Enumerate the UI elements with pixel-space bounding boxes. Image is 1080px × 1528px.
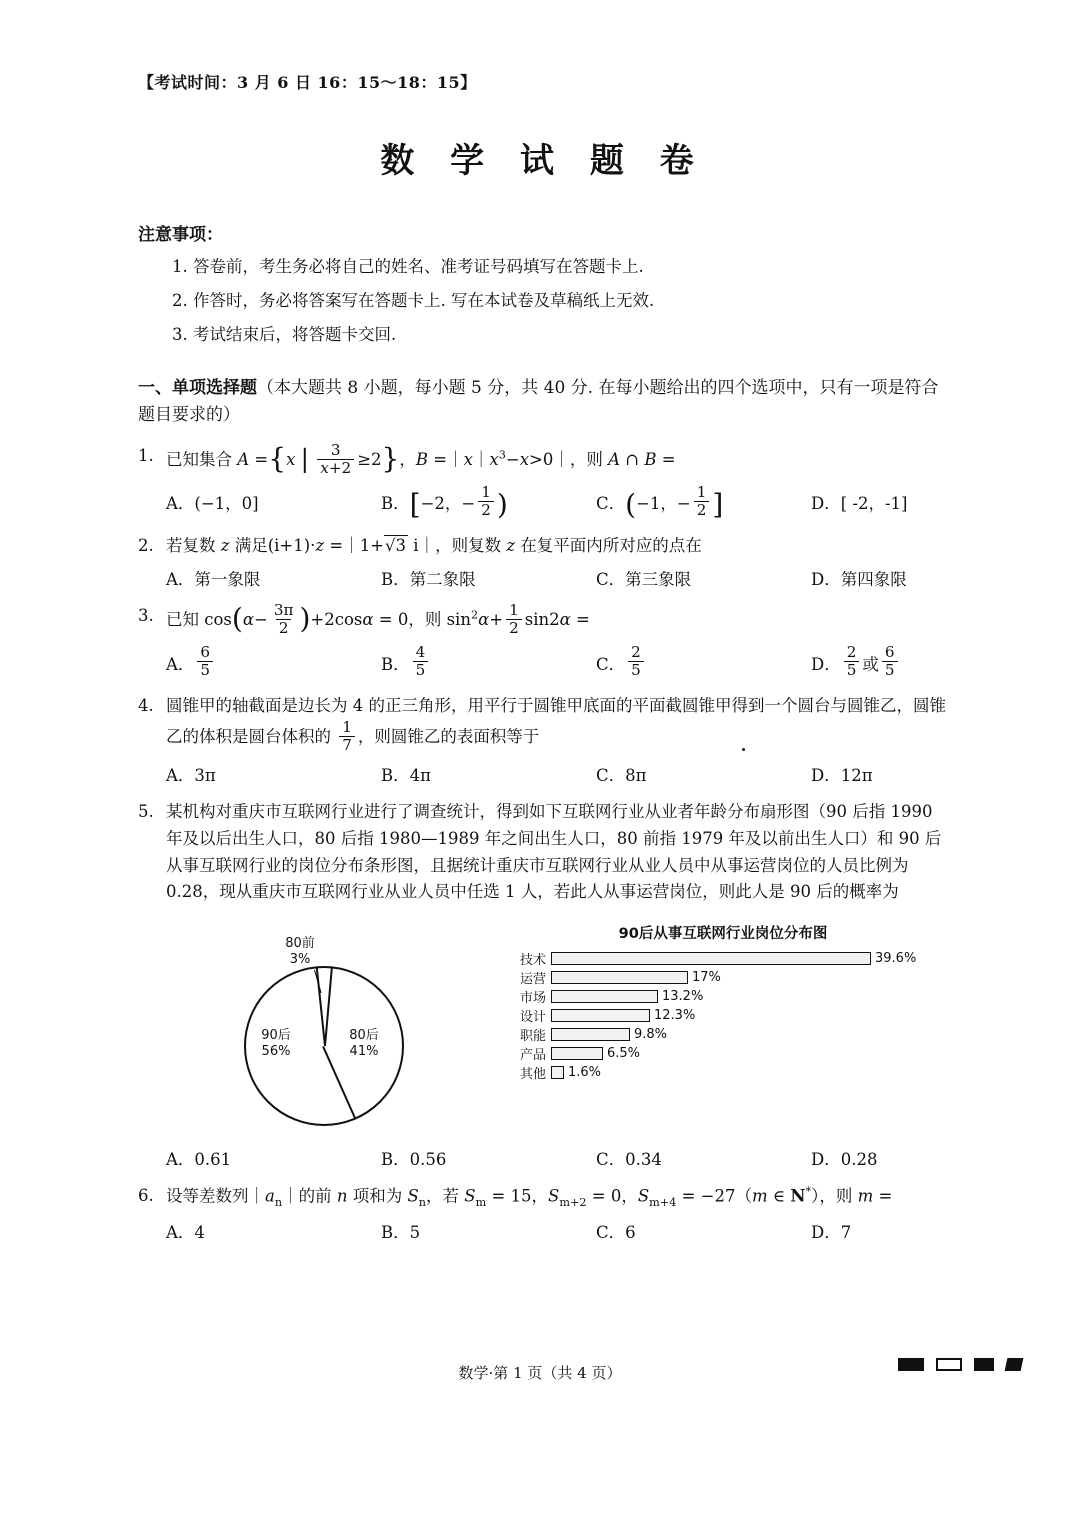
option-c[interactable]: C．第三象限 <box>596 570 692 590</box>
option-c[interactable]: C． $\frac{2}{5}$ <box>596 645 811 680</box>
option-b[interactable]: B． $\frac{4}{5}$ <box>381 645 596 680</box>
scan-mark-hollow <box>936 1358 962 1371</box>
bar-row <box>498 949 948 968</box>
pie-label-80qian: 80前 3% <box>285 935 315 968</box>
option-c[interactable]: C．8π <box>596 766 647 786</box>
option-b[interactable]: B．第二象限 <box>381 570 476 590</box>
question-stem: 若复数 z 满足(i+1)·z =｜1+√3 i｜，则复数 z 在复平面内所对应的点在 <box>166 535 702 555</box>
pie-label-90hou: 90后 56% <box>261 1027 291 1060</box>
section-heading <box>138 375 948 429</box>
question-2 <box>138 533 948 560</box>
bar-value-label: 39.6% <box>875 950 917 966</box>
question-number: 5. <box>138 802 154 822</box>
section-label: 一、单项选择题 <box>138 378 257 399</box>
bar-row <box>498 1063 948 1082</box>
question-stem: 已知集合 A ={x | $\frac{3}{x+2}$ ≥2}，$B =|x|x^3-x>0|$，则 A ∩ B = <box>166 440 676 477</box>
question-2-options <box>166 566 948 590</box>
bar-category-label: 技术 <box>519 952 546 968</box>
notice-item: 3. 考试结束后，将答题卡交回. <box>172 324 397 344</box>
scan-marks <box>898 1358 1022 1371</box>
option-a[interactable]: A．(−1，0] <box>166 494 259 514</box>
bar-category-label: 产品 <box>519 1047 546 1063</box>
option-b[interactable]: B．5 <box>381 1222 421 1242</box>
option-c[interactable]: C．6 <box>596 1222 636 1242</box>
bar-category-label: 市场 <box>519 990 546 1006</box>
scan-mark-solid <box>898 1358 924 1371</box>
bar-chart-job-distribution <box>498 922 948 1082</box>
question-number: 2. <box>138 535 154 555</box>
question-1-options <box>166 482 948 522</box>
option-a[interactable]: A．第一象限 <box>166 570 261 590</box>
stray-mark <box>742 748 745 751</box>
bar-row <box>498 968 948 987</box>
bar-row <box>498 1006 948 1025</box>
question-6 <box>138 1183 948 1212</box>
bar <box>551 971 688 984</box>
bar-value-label: 17% <box>692 969 721 985</box>
option-c[interactable]: C．0.34 <box>596 1149 662 1169</box>
question-stem: 圆锥甲的轴截面是边长为 4 的正三角形，用平行于圆锥甲底面的平面截圆锥甲得到一个圆台与圆锥乙，圆锥乙的体积是圆台体积的 $\frac{1}{7}$ ，则圆锥乙的表面积等于 <box>166 696 946 755</box>
bar-chart-title: 90后从事互联网行业岗位分布图 <box>618 925 828 942</box>
pie-chart-age-distribution <box>228 935 438 1129</box>
bar-row <box>498 1025 948 1044</box>
bar-value-label: 12.3% <box>654 1007 696 1023</box>
question-4 <box>138 693 948 755</box>
option-d[interactable]: D．7 <box>811 1222 852 1242</box>
bar-value-label: 6.5% <box>607 1045 641 1061</box>
question-5-options <box>166 1146 948 1170</box>
question-number: 1. <box>138 445 154 465</box>
notice-item: 2. 作答时，务必将答案写在答题卡上. 写在本试卷及草稿纸上无效. <box>172 290 655 310</box>
bar-value-label: 13.2% <box>662 988 704 1004</box>
question-3-options <box>166 645 948 680</box>
exam-time-line: 【考试时间：3 月 6 日 16：15～18：15】 <box>138 73 477 92</box>
bar-value-label: 9.8% <box>634 1026 668 1042</box>
bar <box>551 1047 603 1060</box>
option-b[interactable]: B． [ −2，− $\frac{1}{2}$ ) <box>381 482 508 522</box>
question-6-options <box>166 1219 948 1243</box>
question-stem: 已知 cos(α− $\frac{3\pi}{2}$ )+2cosα = 0，则 $\sin^2\alpha+$ $\frac{1}{2}$ sin2α = <box>166 601 590 638</box>
option-a[interactable]: A．3π <box>166 766 216 786</box>
bar <box>551 1066 564 1079</box>
bar-row <box>498 1044 948 1063</box>
option-b[interactable]: B．4π <box>381 766 431 786</box>
option-d[interactable]: D．第四象限 <box>811 570 907 590</box>
bar <box>551 1009 650 1022</box>
notice-item: 1. 答卷前，考生务必将自己的姓名、准考证号码填写在答题卡上. <box>172 257 644 276</box>
bar-category-label: 运营 <box>519 971 546 987</box>
question-stem: 某机构对重庆市互联网行业进行了调查统计，得到如下互联网行业从业者年龄分布扇形图（90 后指 1990 年及以后出生人口，80 后指 1980—1989 年之间出生人口，80 前指 1979 年及以前出生人口）和 90 后从事互联网行业的岗位分布条形图，且据统计重庆市互联网行业从业人员中从事运营岗位的人员比例为 0.28，现从重庆市互联网行业从业人员中任选 1 人，若此人从事运营岗位，则此人是 90 后的概率为 <box>166 802 942 902</box>
question-number: 3. <box>138 606 154 626</box>
question-stem: 设等差数列$|a_n|$的前 n 项和为 $S_n$，若 $S_m = 15$，$S_{m+2} = 0$，$S_{m+4} = -27(m$ ∈ N*），则 m = <box>166 1184 893 1209</box>
bar <box>551 990 658 1003</box>
bar-category-label: 职能 <box>519 1028 546 1044</box>
option-a[interactable]: A．4 <box>166 1222 205 1242</box>
option-d[interactable]: D． $\frac{2}{5}$ 或 $\frac{6}{5}$ <box>811 645 901 680</box>
scan-mark-skew <box>1005 1358 1024 1371</box>
option-d[interactable]: D．12π <box>811 766 873 786</box>
option-a[interactable]: A． $\frac{6}{5}$ <box>166 645 381 680</box>
section-description: （本大题共 8 小题，每小题 5 分，共 40 分. 在每小题给出的四个选项中，只有一项是符合题目要求的） <box>138 378 939 426</box>
bar <box>551 1028 630 1041</box>
notice-heading: 注意事项： <box>138 225 223 245</box>
question-number: 6. <box>138 1185 154 1205</box>
question-3 <box>138 603 948 638</box>
option-d[interactable]: D．[ -2，-1] <box>811 494 908 514</box>
option-b[interactable]: B．0.56 <box>381 1149 447 1169</box>
option-c[interactable]: C． ( −1，− $\frac{1}{2}$ ] <box>596 482 724 522</box>
option-a[interactable]: A．0.61 <box>166 1149 232 1169</box>
question-1 <box>138 440 948 478</box>
bar-row <box>498 987 948 1006</box>
question-5-figures <box>138 922 948 1132</box>
page-content <box>138 70 948 1243</box>
bar <box>551 952 871 965</box>
option-d[interactable]: D．0.28 <box>811 1149 878 1169</box>
page-title: 数 学 试 题 卷 <box>380 141 706 181</box>
pie-label-80hou: 80后 41% <box>349 1027 379 1060</box>
page-footer: 数学·第 1 页（共 4 页） <box>458 1364 622 1382</box>
question-number: 4. <box>138 696 154 716</box>
question-4-options <box>166 762 948 786</box>
bar-category-label: 设计 <box>519 1009 546 1025</box>
bar-category-label: 其他 <box>519 1066 546 1082</box>
question-5 <box>138 799 948 906</box>
bar-value-label: 1.6% <box>568 1064 602 1080</box>
scan-mark-solid <box>974 1358 994 1371</box>
